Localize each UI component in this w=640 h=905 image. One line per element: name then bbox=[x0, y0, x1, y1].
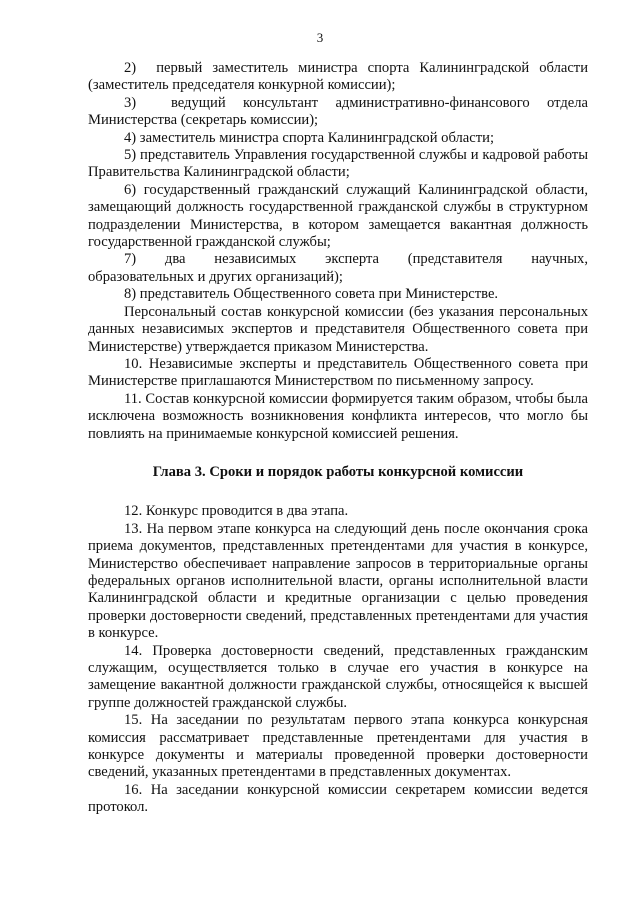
paragraph-clause-11: 11. Состав конкурсной комиссии формируется таким образом, чтобы была исключена возможность возникновения конфликта интересов, что могло бы повлиять на принимаемые конкурсной комиссией решения. bbox=[88, 390, 588, 442]
paragraph-personal-composition: Персональный состав конкурсной комиссии (без указания персональных данных независимых экспертов и представителя Общественного совета при Министерстве) утверждается приказом Министерства. bbox=[88, 303, 588, 355]
paragraph-item-4: 4) заместитель министра спорта Калининградской области; bbox=[124, 129, 494, 146]
paragraph-clause-13: 13. На первом этапе конкурса на следующий день после окончания срока приема документов, представленных претендентами для участия в конкурсе, Министерство обеспечивает направление запросов в территориальные органы федеральных органов исполнительной власти, органы исполнительной власти Калининградской области и кредитные организации с целью проведения проверки достоверности сведений, представленных претендентами для участия в конкурсе. bbox=[88, 520, 588, 642]
paragraph-clause-15: 15. На заседании по результатам первого этапа конкурса конкурсная комиссия рассматривает представленные претендентами для участия в конкурсе документы и материалы проведенной проверки достоверности сведений, указанных претендентами в представленных документах. bbox=[88, 712, 588, 781]
paragraph-clause-16: 16. На заседании конкурсной комиссии секретарем комиссии ведется протокол. bbox=[88, 781, 588, 816]
paragraph-item-5: 5) представитель Управления государственной службы и кадровой работы Правительства Калининградской области; bbox=[88, 147, 588, 181]
paragraph-item-8: 8) представитель Общественного совета при Министерстве. bbox=[124, 286, 499, 303]
paragraph-clause-12: 12. Конкурс проводится в два этапа. bbox=[124, 503, 349, 520]
chapter-title: Глава 3. Сроки и порядок работы конкурсной комиссии bbox=[152, 463, 524, 480]
page-number: 3 bbox=[316, 30, 324, 45]
paragraph-item-7: 7) два независимых эксперта (представителя научных, образовательных и других организаций); bbox=[88, 251, 588, 285]
paragraph-item-3: 3) ведущий консультант административно-финансового отдела Министерства (секретарь комиссии); bbox=[88, 94, 588, 129]
paragraph-item-2: 2) первый заместитель министра спорта Калининградской области (заместитель председателя конкурной комиссии); bbox=[88, 60, 588, 94]
paragraph-clause-14: 14. Проверка достоверности сведений, представленных гражданским служащим, осуществляется только в случае его участия в конкурсе на замещение вакантной должности гражданской службы, относящейся к высшей группе должностей гражданской службы. bbox=[88, 642, 588, 711]
paragraph-item-6: 6) государственный гражданский служащий Калининградской области, замещающий должность государственной гражданской службы в структурном подразделении Министерства, в котором замещается вакантная должность государственной гражданской службы; bbox=[88, 181, 588, 251]
document-body bbox=[88, 60, 588, 817]
paragraph-clause-10: 10. Независимые эксперты и представитель Общественного совета при Министерстве приглашаются Министерством по письменному запросу. bbox=[88, 355, 588, 390]
